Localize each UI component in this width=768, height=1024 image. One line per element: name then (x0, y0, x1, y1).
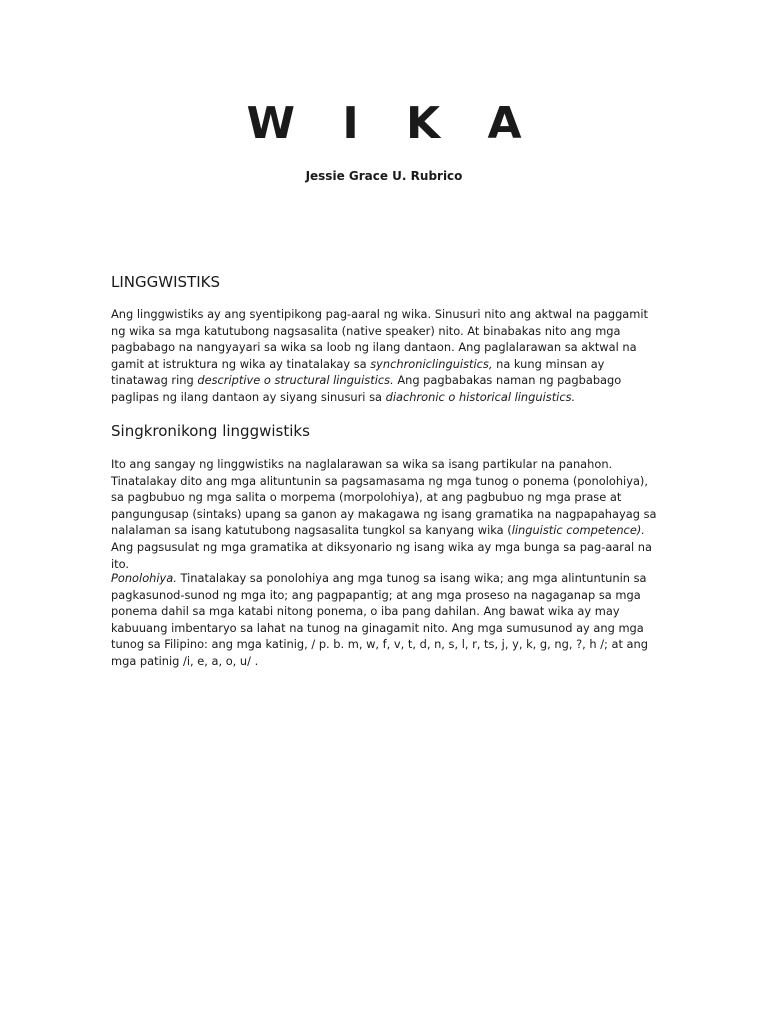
section-heading-singkronikong: Singkronikong linggwistiks (111, 422, 310, 440)
italic-term: diachronic o historical linguistics. (385, 389, 576, 404)
document-title: W I K A (246, 98, 538, 149)
paragraph-text: na kung minsan ay tinatawag ring (111, 356, 605, 388)
italic-term: synchroniclinguistics, (370, 356, 493, 371)
paragraph-text: Ito ang sangay ng linggwistiks na naglalarawan sa wika sa isang partikular na panahon. Tinatalakay dito ang mga alituntunin sa pagsamasama ng mga tunog o ponema (ponolohiya), sa pagbubuo ng mga salita o morpema (morpolohiya), at ang pagbubuo ng mga prase at pangungusap (sintaks) upang sa ganon ay makagawa ng isang gramatika na nagpapahayag sa nalalaman sa isang katutubong nagsasalita tungkol sa kanyang wika ( (111, 457, 657, 538)
italic-term: Ponolohiya. (111, 571, 177, 585)
paragraph-linggwistiks (111, 306, 659, 406)
paragraph-singkronikong (111, 456, 659, 572)
italic-term: linguistic competence). (511, 523, 645, 538)
paragraph-text: Ang pagsusulat ng mga gramatika at diksyonario ng isang wika ay mga bunga sa pag-aaral na ito. (111, 539, 652, 571)
paragraph-text: Tinatalakay sa ponolohiya ang mga tunog sa isang wika; ang mga alintuntunin sa pagkasunod-sunod ng mga ito; ang pagpapantig; at ang mga proseso na nagaganap sa mga ponema dahil sa mga katabi nitong ponema, o iba pang dahilan. Ang bawat wika ay may kabuuang imbentaryo sa lahat na tunog na ginagamit nito. Ang mga sumusunod ay ang mga tunog sa Filipino: ang mga katinig, / p. b. m, w, f, v, t, d, n, s, l, r, ts, j, y, k, g, ng, ?, h /; at ang mga patinig /i, e, a, o, u/ . (111, 571, 648, 668)
paragraph-ponolohiya (111, 570, 659, 670)
paragraph-text: Ang linggwistiks ay ang syentipikong pag-aaral ng wika. Sinusuri nito ang aktwal na paggamit ng wika sa mga katutubong nagsasalita (native speaker) nito. At binabakas nito ang mga pagbabago na nangyayari sa wika sa loob ng ilang dantaon. Ang paglalarawan sa aktwal na gamit at istruktura ng wika ay tinatalakay sa (111, 307, 649, 371)
document-author: Jessie Grace U. Rubrico (305, 169, 463, 183)
section-heading-linggwistiks: LINGGWISTIKS (111, 273, 220, 291)
paragraph-text: Ang pagbabakas naman ng pagbabago paglipas ng ilang dantaon ay siyang sinusuri sa (111, 373, 622, 404)
italic-term: descriptive o structural linguistics. (197, 373, 394, 388)
